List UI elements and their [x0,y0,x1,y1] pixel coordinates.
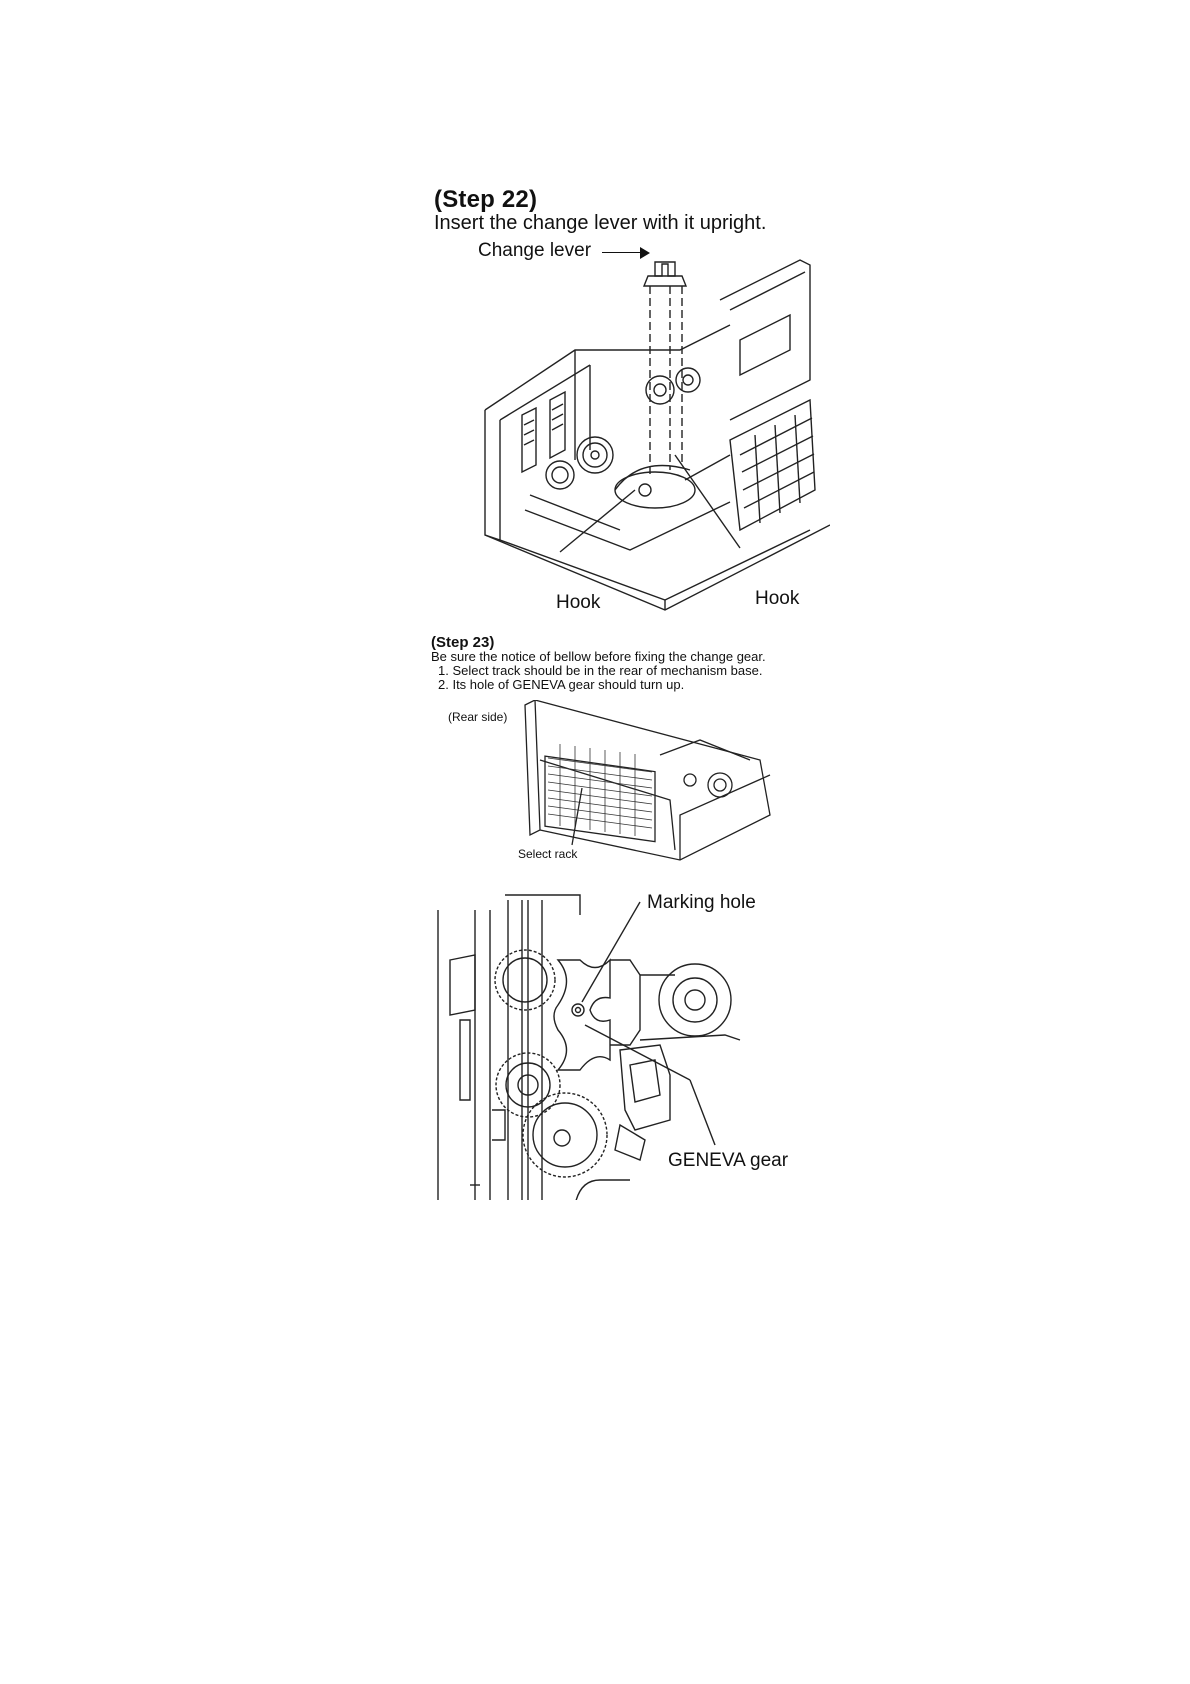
rear-side-figure [430,700,830,870]
step23-title: (Step 23) [431,634,495,651]
rear-side-label: (Rear side) [448,710,508,724]
hook-right-label: Hook [755,588,800,609]
select-rack-illustration [430,700,830,870]
step22-figure [430,240,830,620]
marking-hole-label: Marking hole [647,892,756,913]
step23-note-1: 1. Select track should be in the rear of mechanism base. [438,663,763,678]
mechanism-illustration [430,240,830,620]
hook-left-label: Hook [556,592,601,613]
change-lever-label: Change lever [478,240,592,261]
select-rack-label: Select rack [518,847,578,861]
step23-intro: Be sure the notice of bellow before fixing the change gear. [431,649,766,664]
geneva-figure [430,880,830,1200]
step22-title: (Step 22) [434,186,538,213]
geneva-gear-label: GENEVA gear [668,1150,789,1171]
step23-note-2: 2. Its hole of GENEVA gear should turn up. [438,677,685,692]
step22-instruction: Insert the change lever with it upright. [434,212,767,234]
arrow-head-icon [640,247,650,259]
